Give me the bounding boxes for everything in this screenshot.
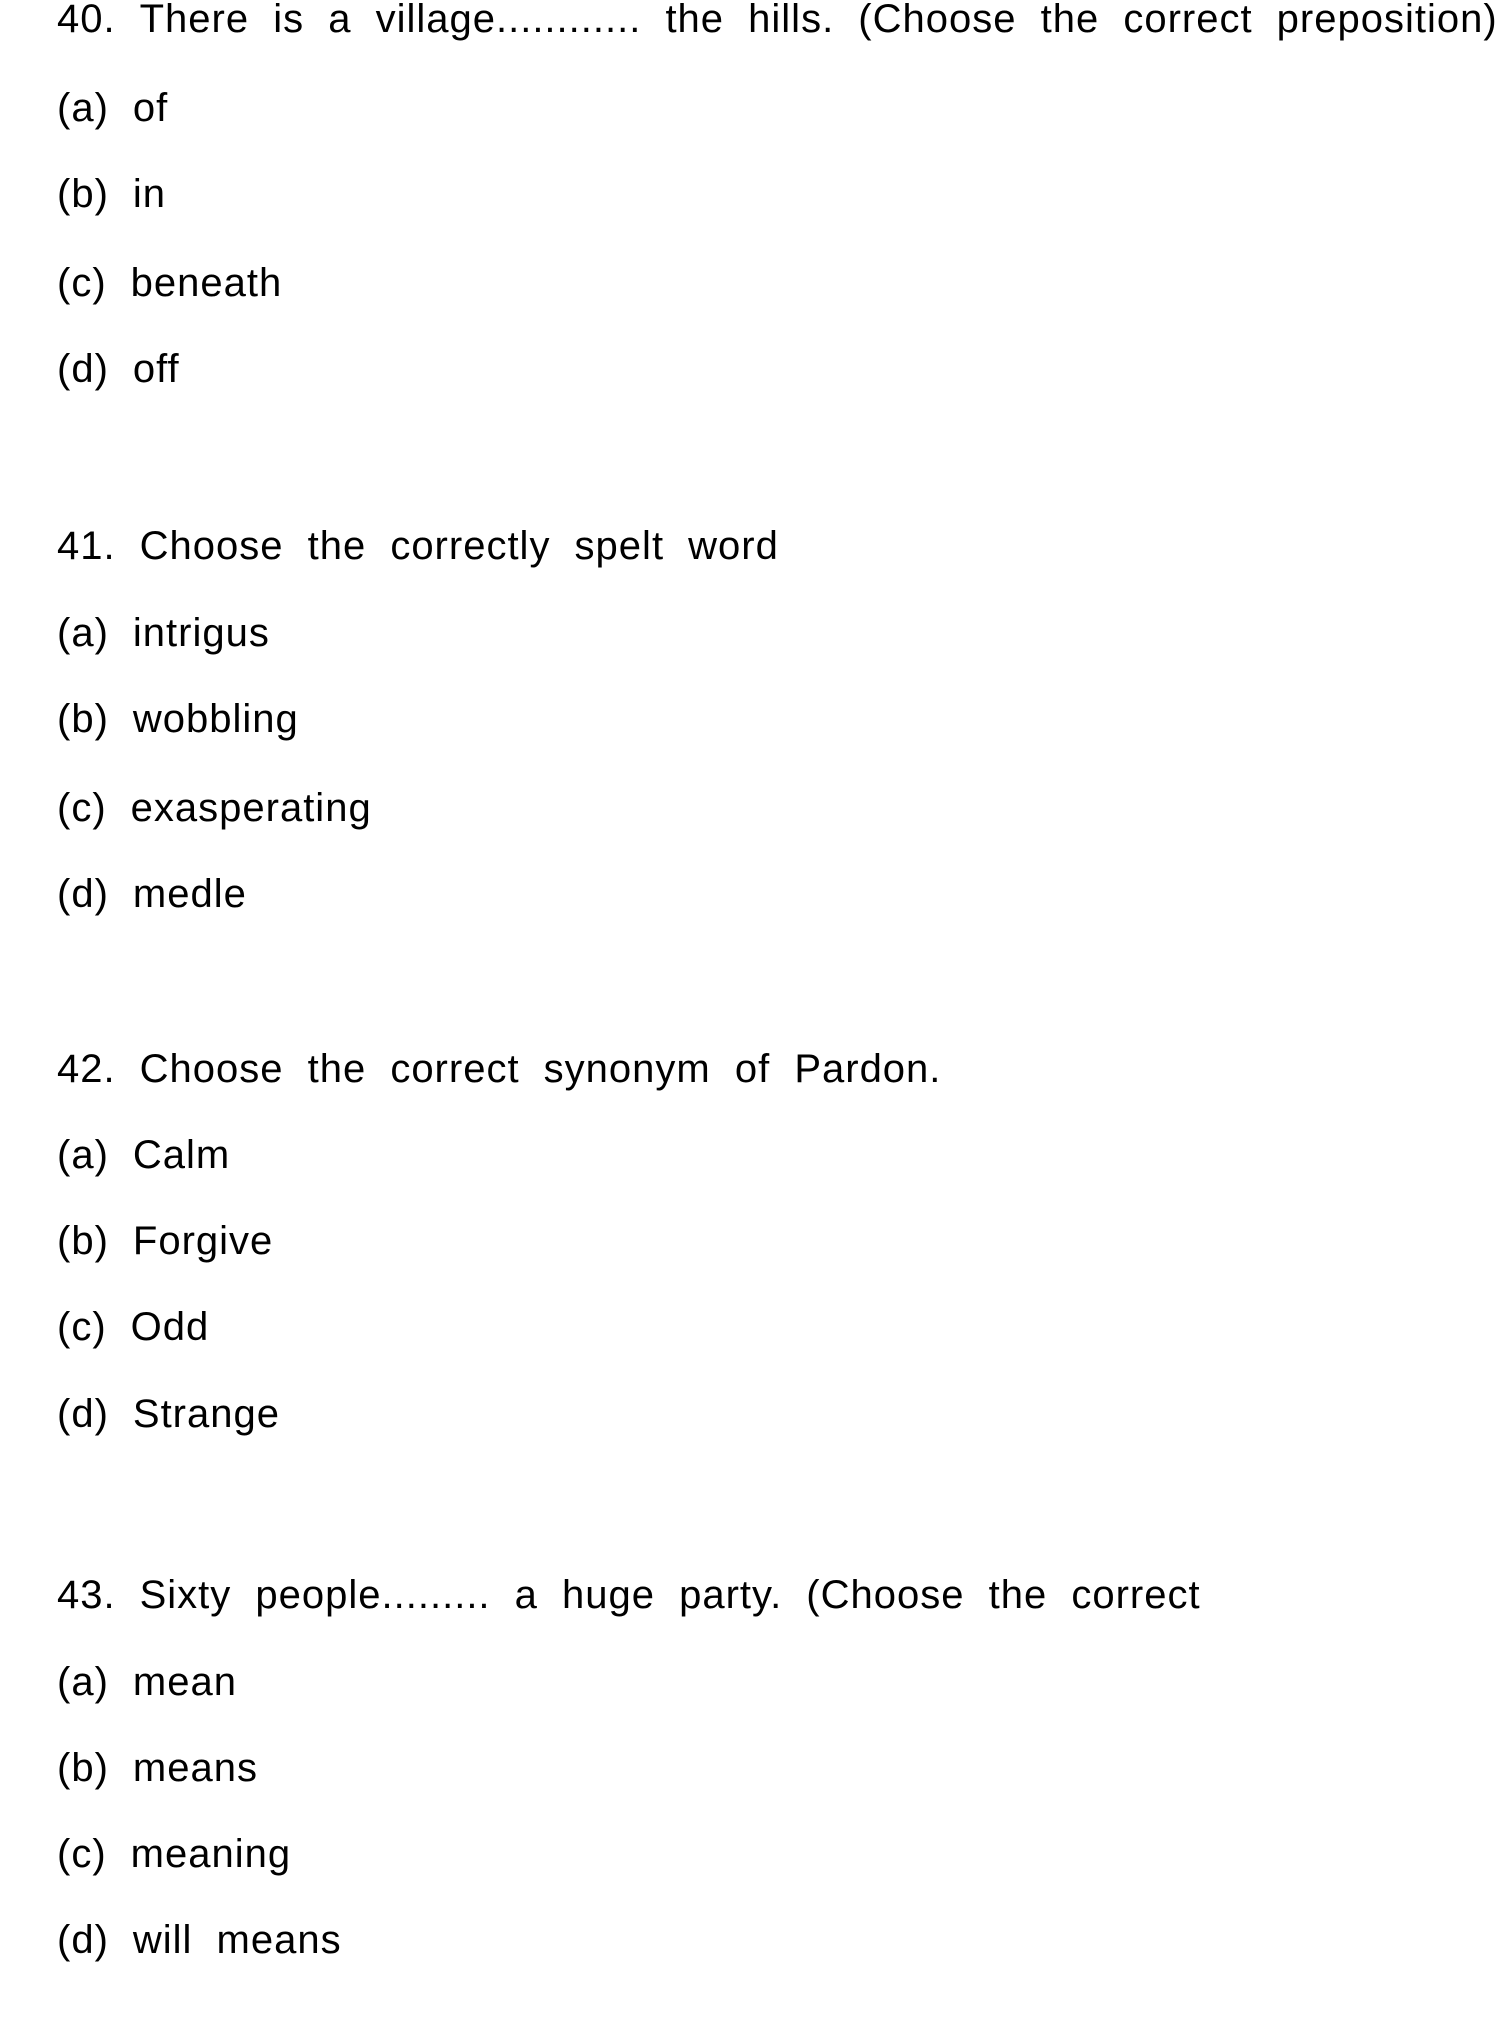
- question-text: Sixty people......... a huge party. (Choose the correct: [139, 1573, 1201, 1617]
- option-label: (a): [57, 1133, 109, 1177]
- question-text: Choose the correct synonym of Pardon.: [139, 1047, 942, 1091]
- option-text: intrigus: [132, 611, 270, 655]
- question-stem: [57, 526, 779, 566]
- option-text: off: [132, 347, 180, 391]
- option-c: [57, 1307, 209, 1347]
- option-label: (c): [57, 1832, 107, 1876]
- option-a: [57, 613, 270, 653]
- option-label: (d): [57, 1918, 109, 1962]
- option-text: Odd: [130, 1305, 210, 1349]
- question-number: 40.: [57, 0, 116, 41]
- option-text: medle: [132, 872, 247, 916]
- option-a: [57, 1135, 230, 1175]
- option-text: meaning: [130, 1832, 292, 1876]
- option-b: [57, 1221, 273, 1261]
- option-a: [57, 88, 168, 128]
- option-text: Calm: [132, 1133, 231, 1177]
- option-b: [57, 174, 166, 214]
- option-label: (b): [57, 1746, 109, 1790]
- option-label: (b): [57, 1219, 109, 1263]
- option-c: [57, 1834, 291, 1874]
- option-label: (b): [57, 172, 109, 216]
- option-label: (d): [57, 1392, 109, 1436]
- option-label: (d): [57, 872, 109, 916]
- option-label: (a): [57, 86, 109, 130]
- question-number: 43.: [57, 1573, 116, 1617]
- option-text: Strange: [132, 1392, 280, 1436]
- question-stem: [57, 1575, 1201, 1615]
- option-text: exasperating: [130, 786, 372, 830]
- option-b: [57, 1748, 258, 1788]
- question-number: 41.: [57, 524, 116, 568]
- question-stem: [57, 1049, 941, 1089]
- option-d: [57, 1920, 342, 1960]
- option-label: (b): [57, 697, 109, 741]
- question-stem: [57, 0, 1498, 39]
- option-text: Forgive: [132, 1219, 274, 1263]
- question-text: There is a village............ the hills. (Choose the correct preposition): [139, 0, 1498, 41]
- option-a: [57, 1662, 237, 1702]
- option-c: [57, 263, 282, 303]
- option-label: (d): [57, 347, 109, 391]
- question-text: Choose the correctly spelt word: [139, 524, 779, 568]
- option-text: beneath: [130, 261, 283, 305]
- option-label: (a): [57, 611, 109, 655]
- option-text: in: [132, 172, 167, 216]
- option-d: [57, 874, 247, 914]
- option-label: (a): [57, 1660, 109, 1704]
- option-text: means: [132, 1746, 258, 1790]
- option-label: (c): [57, 261, 107, 305]
- option-label: (c): [57, 786, 107, 830]
- option-text: mean: [132, 1660, 237, 1704]
- option-d: [57, 349, 180, 389]
- option-c: [57, 788, 372, 828]
- option-b: [57, 699, 299, 739]
- option-label: (c): [57, 1305, 107, 1349]
- option-text: will means: [132, 1918, 342, 1962]
- question-number: 42.: [57, 1047, 116, 1091]
- option-text: of: [132, 86, 169, 130]
- option-text: wobbling: [132, 697, 299, 741]
- option-d: [57, 1394, 280, 1434]
